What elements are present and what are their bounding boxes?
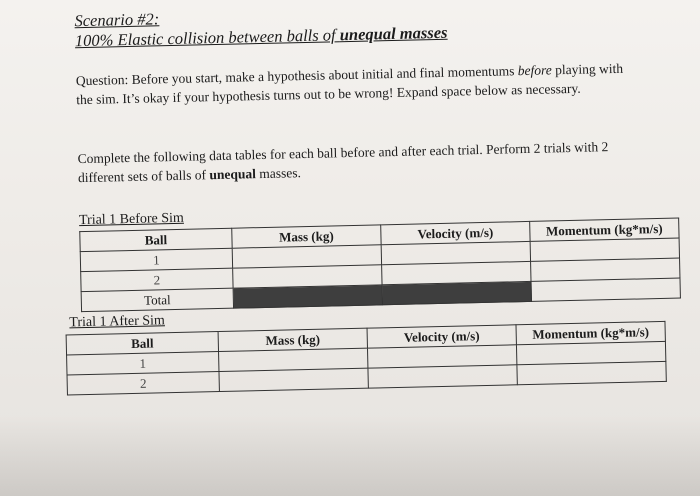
total-label: Total	[81, 288, 233, 311]
question-emphasis: before	[517, 62, 552, 79]
ball-number: 2	[81, 268, 233, 291]
worksheet-sheet	[40, 0, 700, 496]
ball-number: 1	[67, 352, 219, 375]
header-ball: Ball	[66, 332, 218, 355]
header-velocity: Velocity (m/s)	[367, 325, 516, 348]
momentum-total-cell[interactable]	[531, 278, 680, 301]
shaded-cell	[233, 285, 382, 308]
question-text-end: playing with the sim. It’s okay if your hypothesis turns out to be wrong! Expand space below as necessary.	[76, 60, 624, 108]
instructions-text-end: masses.	[255, 165, 302, 182]
table-before	[79, 218, 681, 313]
shaded-cell	[382, 281, 531, 304]
table-after-caption: Trial 1 After Sim	[69, 313, 166, 331]
ball-number: 2	[67, 372, 219, 395]
header-mass: Mass (kg)	[218, 328, 367, 351]
table-before-caption: Trial 1 Before Sim	[78, 210, 185, 229]
instructions-emphasis: unequal	[209, 166, 257, 183]
scenario-title: Scenario #2:	[74, 9, 160, 31]
instructions-text: Complete the following data tables for each ball before and after each trial. Perform 2 trials with 2 different sets of balls of	[77, 139, 609, 186]
header-mass: Mass (kg)	[232, 225, 381, 248]
subtitle-text: 100% Elastic collision between balls of	[74, 25, 340, 51]
table-after	[66, 321, 667, 396]
momentum-cell[interactable]	[517, 361, 666, 384]
header-momentum: Momentum (kg*m/s)	[530, 218, 679, 241]
question-paragraph	[76, 59, 637, 110]
header-ball: Ball	[80, 228, 232, 251]
mass-cell[interactable]	[219, 368, 368, 391]
question-text: Question: Before you start, make a hypothesis about initial and final momentums	[75, 63, 518, 89]
instructions-paragraph	[77, 136, 658, 187]
ball-number: 1	[80, 248, 232, 271]
header-velocity: Velocity (m/s)	[381, 221, 530, 244]
subtitle-emphasis: unequal masses	[339, 22, 448, 45]
velocity-cell[interactable]	[368, 365, 517, 388]
header-momentum: Momentum (kg*m/s)	[516, 321, 665, 344]
